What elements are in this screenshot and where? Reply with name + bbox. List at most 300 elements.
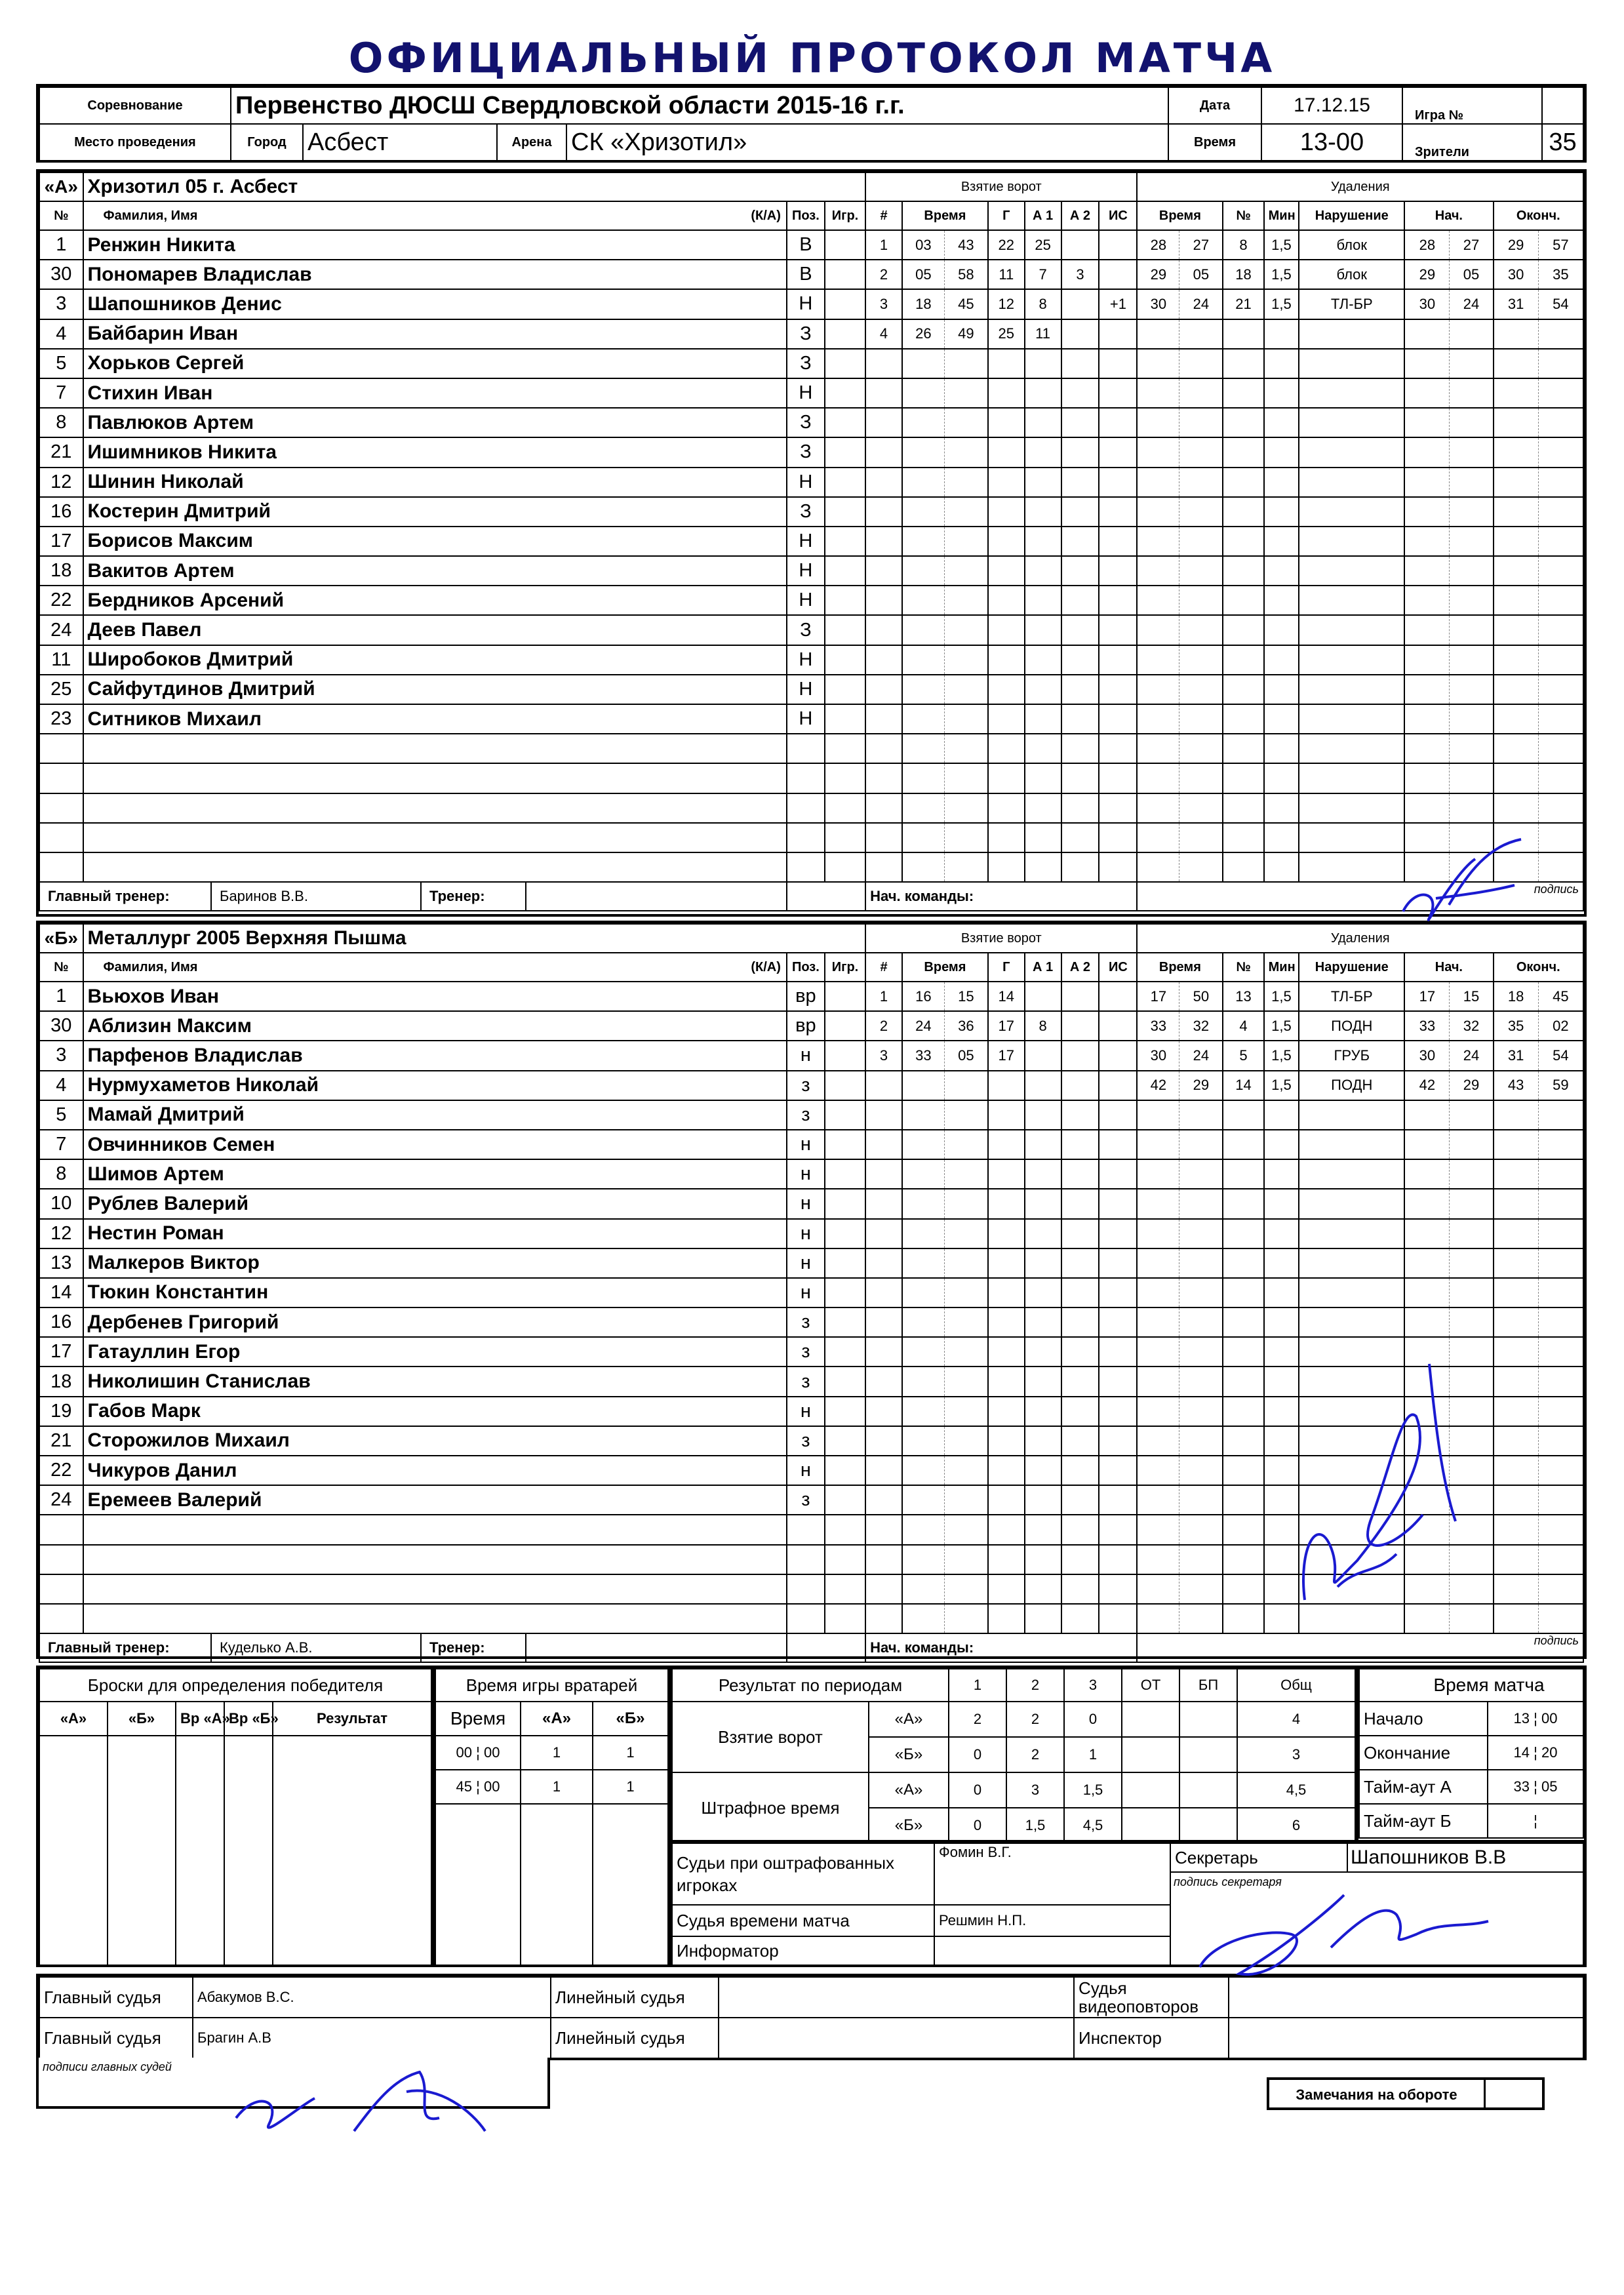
player-number: 5	[39, 1100, 83, 1130]
team-b-row	[39, 1456, 1583, 1485]
col-pos: Поз.	[787, 953, 825, 982]
head-referee2-value: Брагин А.В	[193, 2018, 551, 2058]
periods-pen_a-5: 4,5	[1237, 1772, 1355, 1808]
goal-number: 3	[865, 289, 902, 319]
team-a-row	[39, 586, 1583, 615]
team-b-row	[39, 1515, 1583, 1544]
col-name	[83, 201, 787, 230]
player-position: з	[787, 1071, 825, 1100]
team-b-head-coach-value: Куделько А.В.	[212, 1634, 422, 1662]
pen-player: 21	[1223, 289, 1263, 319]
player-position: З	[787, 349, 825, 378]
col-pos: Поз.	[787, 201, 825, 230]
col-pen-time: Время	[1137, 201, 1223, 230]
goalie-row1-b: 1	[593, 1736, 668, 1770]
pen-end-sec: 59	[1538, 1071, 1583, 1100]
pen-start-min: 33	[1404, 1011, 1450, 1041]
pen-foul: ТЛ-БР	[1299, 982, 1404, 1011]
periods-goals_a-5: 4	[1237, 1702, 1355, 1737]
goalie-row1-min: 00	[456, 1744, 473, 1761]
team-a-row	[39, 556, 1583, 586]
shootout-gka: Вр «А»	[176, 1702, 224, 1736]
team-b-row	[39, 1278, 1583, 1307]
periods-block	[669, 1666, 1358, 1843]
team-a-captain-label: Нач. команды:	[865, 882, 1137, 911]
start-min: 00	[1541, 1710, 1558, 1726]
goal-sec: 58	[944, 260, 988, 289]
player-position: вр	[787, 1011, 825, 1041]
team-b-row	[39, 1189, 1583, 1218]
player-number: 4	[39, 1071, 83, 1100]
player-number: 30	[39, 1011, 83, 1041]
pen-start-sec: 27	[1450, 230, 1494, 260]
player-name: Вакитов Артем	[83, 556, 787, 586]
periods-goals_b-4	[1179, 1737, 1237, 1772]
player-position: н	[787, 1219, 825, 1248]
pen-start-min: 30	[1404, 289, 1450, 319]
goalie-row2-min: 45	[456, 1778, 473, 1795]
player-name: Пономарев Владислав	[83, 260, 787, 289]
venue-label: Место проведения	[39, 124, 231, 161]
team-b-row	[39, 1485, 1583, 1515]
goal-situation	[1099, 319, 1137, 349]
player-name: Дербенев Григорий	[83, 1307, 787, 1337]
goal-assist1: 7	[1025, 260, 1061, 289]
goalie-row2-sec: 00	[483, 1778, 500, 1795]
referee-signatures-block	[36, 2058, 550, 2109]
player-position: З	[787, 437, 825, 467]
team-a-row	[39, 497, 1583, 527]
player-position: н	[787, 1189, 825, 1218]
pen-end-sec: 02	[1538, 1011, 1583, 1041]
player-number: 16	[39, 1307, 83, 1337]
pen-sec: 29	[1179, 1071, 1223, 1100]
team-a-row	[39, 823, 1583, 852]
player-number: 4	[39, 319, 83, 349]
time-label: Время	[1168, 124, 1261, 161]
player-position: н	[787, 1278, 825, 1307]
end-hour: 14	[1513, 1744, 1530, 1761]
player-number: 12	[39, 468, 83, 497]
remarks-box	[1267, 2077, 1545, 2110]
player-number: 10	[39, 1189, 83, 1218]
goal-assist2	[1061, 1041, 1099, 1070]
player-number: 8	[39, 1159, 83, 1189]
player-number: 24	[39, 1485, 83, 1515]
player-name: Еремеев Валерий	[83, 1485, 787, 1515]
box-judges-value: Фомин В.Г.	[934, 1843, 1170, 1905]
player-position: В	[787, 230, 825, 260]
team-a-head-coach-label: Главный тренер:	[40, 883, 212, 910]
referee-sig-label: подписи главных судей	[43, 2060, 172, 2073]
start-label: Начало	[1359, 1702, 1488, 1736]
player-position: Н	[787, 289, 825, 319]
head-referee2-label: Главный судья	[39, 2018, 193, 2058]
periods-team-a: «А»	[869, 1772, 949, 1808]
pen-min: 28	[1137, 230, 1179, 260]
goal-assist2	[1061, 230, 1099, 260]
col-end: Оконч.	[1494, 953, 1584, 982]
player-position: З	[787, 615, 825, 645]
player-name: Тюкин Константин	[83, 1278, 787, 1307]
team-b-row	[39, 1159, 1583, 1189]
pen-minutes: 1,5	[1264, 982, 1299, 1011]
team-b-penalties-title: Удаления	[1137, 924, 1583, 953]
player-number: 1	[39, 982, 83, 1011]
period-col-1: 1	[949, 1669, 1006, 1702]
periods-pen_b-0: 0	[949, 1808, 1006, 1843]
pen-min: 17	[1137, 982, 1179, 1011]
team-b-row	[39, 1545, 1583, 1574]
date-label: Дата	[1168, 87, 1261, 124]
player-position: з	[787, 1367, 825, 1396]
pen-minutes: 1,5	[1264, 1071, 1299, 1100]
match-time-title: Время матча	[1359, 1669, 1583, 1702]
goal-scorer: 11	[988, 260, 1025, 289]
goal-assist1: 11	[1025, 319, 1061, 349]
goalie-row2-b: 1	[593, 1770, 668, 1804]
goal-scorer: 14	[988, 982, 1025, 1011]
pen-end-min: 18	[1494, 982, 1539, 1011]
col-goal-time: Время	[902, 201, 988, 230]
team-a-row	[39, 645, 1583, 675]
player-name: Малкеров Виктор	[83, 1248, 787, 1278]
team-b-name: Металлург 2005 Верхняя Пышма	[83, 924, 866, 953]
player-number: 12	[39, 1219, 83, 1248]
player-position: н	[787, 1397, 825, 1426]
time-value: 13-00	[1261, 124, 1402, 161]
periods-team-b: «Б»	[869, 1737, 949, 1772]
team-b-row	[39, 1426, 1583, 1456]
pen-player: 13	[1223, 982, 1263, 1011]
game-value	[1542, 87, 1583, 124]
pen-start-sec: 32	[1450, 1011, 1494, 1041]
shootout-a: «А»	[39, 1702, 108, 1736]
pen-start-min: 42	[1404, 1071, 1450, 1100]
player-position: З	[787, 408, 825, 437]
goal-sec: 43	[944, 230, 988, 260]
goal-scorer: 22	[988, 230, 1025, 260]
player-position: В	[787, 260, 825, 289]
pen-start-sec: 24	[1450, 1041, 1494, 1070]
inspector-label: Инспектор	[1074, 2018, 1229, 2058]
player-number: 7	[39, 378, 83, 408]
player-number: 3	[39, 1041, 83, 1070]
col-goal-num: #	[865, 953, 902, 982]
team-a-block	[36, 169, 1587, 917]
col-a1: А 1	[1025, 201, 1061, 230]
spectators-label: Зрители	[1402, 124, 1542, 161]
player-position: Н	[787, 556, 825, 586]
periods-goals_b-5: 3	[1237, 1737, 1355, 1772]
team-b-row	[39, 1011, 1583, 1041]
player-name: Ренжин Никита	[83, 230, 787, 260]
player-number: 21	[39, 1426, 83, 1456]
col-ka: (К/А)	[751, 959, 781, 974]
pen-start-sec: 29	[1450, 1071, 1494, 1100]
player-number: 18	[39, 556, 83, 586]
col-goal-num: #	[865, 201, 902, 230]
team-b-row	[39, 1071, 1583, 1100]
goal-scorer: 25	[988, 319, 1025, 349]
pen-minutes: 1,5	[1264, 260, 1299, 289]
secretary-label: Секретарь	[1171, 1844, 1348, 1871]
timekeeper-label: Судья времени матча	[672, 1905, 934, 1936]
period-col-2: 2	[1006, 1669, 1064, 1702]
player-name: Парфенов Владислав	[83, 1041, 787, 1070]
player-name: Аблизин Максим	[83, 1011, 787, 1041]
player-position: з	[787, 1426, 825, 1456]
player-number: 22	[39, 1456, 83, 1485]
col-name-label: Фамилия, Имя	[103, 208, 198, 223]
team-b-row	[39, 1397, 1583, 1426]
pen-end-min: 31	[1494, 1041, 1539, 1070]
player-number: 18	[39, 1367, 83, 1396]
period-col-bp: БП	[1179, 1669, 1237, 1702]
pen-end-sec: 54	[1538, 1041, 1583, 1070]
periods-goals_b-1: 2	[1006, 1737, 1064, 1772]
game-label: Игра №	[1402, 87, 1542, 124]
pen-start-sec: 15	[1450, 982, 1494, 1011]
secretary-value: Шапошников В.В	[1351, 1846, 1507, 1868]
periods-pen_a-0: 0	[949, 1772, 1006, 1808]
periods-pen_a-3	[1122, 1772, 1179, 1808]
pen-player: 4	[1223, 1011, 1263, 1041]
goal-number: 2	[865, 260, 902, 289]
player-position: н	[787, 1130, 825, 1159]
shootout-block	[36, 1666, 435, 1967]
periods-pen_b-5: 6	[1237, 1808, 1355, 1843]
video-referee-label: Судья видеоповторов	[1074, 1977, 1229, 2018]
periods-team-a: «А»	[869, 1702, 949, 1737]
pen-end-min: 43	[1494, 1071, 1539, 1100]
periods-goals_b-0: 0	[949, 1737, 1006, 1772]
periods-pen_b-4	[1179, 1808, 1237, 1843]
player-number: 3	[39, 289, 83, 319]
col-goal-time: Время	[902, 953, 988, 982]
goalies-block: Время игры вратарей Время «А» «Б» 00 ¦ 00 1 1 45 ¦ 00 1 1	[432, 1666, 671, 1967]
competition-label: Соревнование	[39, 87, 231, 124]
periods-goals_a-1: 2	[1006, 1702, 1064, 1737]
goal-scorer: 12	[988, 289, 1025, 319]
goal-number: 1	[865, 982, 902, 1011]
player-name: Костерин Дмитрий	[83, 497, 787, 527]
pen-end-min: 35	[1494, 1011, 1539, 1041]
shootout-b: «Б»	[108, 1702, 176, 1736]
team-b-block	[36, 921, 1587, 1659]
team-b-goals-title: Взятие ворот	[865, 924, 1137, 953]
goal-assist2	[1061, 1011, 1099, 1041]
player-number: 22	[39, 586, 83, 615]
pen-start-min: 30	[1404, 1041, 1450, 1070]
arena-label: Арена	[497, 124, 566, 161]
col-pen-num: №	[1223, 201, 1263, 230]
col-foul: Нарушение	[1299, 201, 1404, 230]
goalies-b: «Б»	[593, 1702, 668, 1736]
player-name: Павлюков Артем	[83, 408, 787, 437]
goal-scorer: 17	[988, 1041, 1025, 1070]
goal-sec: 15	[944, 982, 988, 1011]
pen-player: 18	[1223, 260, 1263, 289]
periods-pen_a-2: 1,5	[1064, 1772, 1122, 1808]
player-name: Нурмухаметов Николай	[83, 1071, 787, 1100]
team-a-row	[39, 763, 1583, 793]
period-col-3: 3	[1064, 1669, 1122, 1702]
pen-sec: 24	[1179, 1041, 1223, 1070]
team-b-row	[39, 1574, 1583, 1604]
goal-situation	[1099, 230, 1137, 260]
periods-title: Результат по периодам	[672, 1669, 949, 1702]
pen-foul: блок	[1299, 230, 1404, 260]
pen-end-sec: 54	[1538, 289, 1583, 319]
player-name: Нестин Роман	[83, 1219, 787, 1248]
team-b-row	[39, 1604, 1583, 1633]
col-pen-time: Время	[1137, 953, 1223, 982]
player-name: Байбарин Иван	[83, 319, 787, 349]
head-referee1-label: Главный судья	[39, 1977, 193, 2018]
goal-situation	[1099, 260, 1137, 289]
player-position: з	[787, 1307, 825, 1337]
timeout-a-min: 33	[1513, 1778, 1530, 1795]
end-label: Окончание	[1359, 1736, 1488, 1770]
shootout-title: Броски для определения победителя	[39, 1669, 431, 1702]
goal-scorer: 17	[988, 1011, 1025, 1041]
team-a-row	[39, 289, 1583, 319]
player-position: н	[787, 1248, 825, 1278]
team-a-row	[39, 527, 1583, 556]
player-number: 23	[39, 704, 83, 734]
player-name: Ишимников Никита	[83, 437, 787, 467]
col-end: Оконч.	[1494, 201, 1584, 230]
player-name: Рублев Валерий	[83, 1189, 787, 1218]
pen-sec: 50	[1179, 982, 1223, 1011]
team-b-row	[39, 1100, 1583, 1130]
team-b-tag: «Б»	[39, 924, 83, 953]
remarks-label: Замечания на обороте	[1269, 2080, 1486, 2107]
col-start: Нач.	[1404, 953, 1493, 982]
player-position: з	[787, 1485, 825, 1515]
col-num: №	[39, 953, 83, 982]
player-name: Вьюхов Иван	[83, 982, 787, 1011]
goal-min: 18	[902, 289, 944, 319]
pen-min: 33	[1137, 1011, 1179, 1041]
player-name: Широбоков Дмитрий	[83, 645, 787, 675]
player-name: Ситников Михаил	[83, 704, 787, 734]
team-b-row	[39, 1248, 1583, 1278]
col-num: №	[39, 201, 83, 230]
col-is: ИС	[1099, 953, 1137, 982]
goal-situation	[1099, 1011, 1137, 1041]
pen-foul: блок	[1299, 260, 1404, 289]
referees-block	[36, 1974, 1587, 2060]
spectators-value: 35	[1542, 124, 1583, 161]
team-a-row	[39, 793, 1583, 823]
line-referee2-label: Линейный судья	[551, 2018, 719, 2058]
col-start: Нач.	[1404, 201, 1493, 230]
team-a-row	[39, 408, 1583, 437]
periods-pen_b-2: 4,5	[1064, 1808, 1122, 1843]
goalie-row1-a: 1	[521, 1736, 593, 1770]
pen-end-min: 31	[1494, 289, 1539, 319]
player-number: 7	[39, 1130, 83, 1159]
periods-pen_a-1: 3	[1006, 1772, 1064, 1808]
pen-player: 14	[1223, 1071, 1263, 1100]
periods-goals_a-2: 0	[1064, 1702, 1122, 1737]
periods-pen-label: Штрафное время	[672, 1772, 869, 1843]
pen-min: 42	[1137, 1071, 1179, 1100]
team-b-row	[39, 1130, 1583, 1159]
shootout-result: Результат	[273, 1702, 431, 1736]
player-number: 24	[39, 615, 83, 645]
team-a-row	[39, 230, 1583, 260]
player-number: 8	[39, 408, 83, 437]
informer-value	[934, 1936, 1170, 1965]
pen-player: 8	[1223, 230, 1263, 260]
team-b-row	[39, 1367, 1583, 1396]
line-referee1-label: Линейный судья	[551, 1977, 719, 2018]
team-a-name: Хризотил 05 г. Асбест	[83, 172, 866, 201]
periods-pen_b-3	[1122, 1808, 1179, 1843]
player-position: З	[787, 497, 825, 527]
player-position: З	[787, 319, 825, 349]
player-name: Борисов Максим	[83, 527, 787, 556]
informer-label: Информатор	[672, 1936, 934, 1965]
goal-min: 24	[902, 1011, 944, 1041]
team-a-coach-label: Тренер:	[422, 883, 526, 910]
periods-team-b: «Б»	[869, 1808, 949, 1843]
shootout-gkb: Вр «Б»	[224, 1702, 273, 1736]
player-number: 30	[39, 260, 83, 289]
col-a2: А 2	[1061, 201, 1099, 230]
goal-assist1	[1025, 982, 1061, 1011]
pen-end-sec: 45	[1538, 982, 1583, 1011]
team-b-captain-label: Нач. команды:	[865, 1633, 1137, 1662]
player-name: Сторожилов Михаил	[83, 1426, 787, 1456]
player-position: Н	[787, 704, 825, 734]
city-label: Город	[231, 124, 303, 161]
pen-start-sec: 24	[1450, 289, 1494, 319]
col-played: Игр.	[825, 953, 865, 982]
periods-goals_b-3	[1122, 1737, 1179, 1772]
officials-block	[669, 1840, 1587, 1967]
player-name: Сайфутдинов Дмитрий	[83, 675, 787, 704]
start-hour: 13	[1513, 1710, 1530, 1726]
goalies-a: «А»	[521, 1702, 593, 1736]
player-name: Мамай Дмитрий	[83, 1100, 787, 1130]
goal-situation	[1099, 1041, 1137, 1070]
goal-sec: 45	[944, 289, 988, 319]
col-is: ИС	[1099, 201, 1137, 230]
player-position: н	[787, 1159, 825, 1189]
col-a1: А 1	[1025, 953, 1061, 982]
player-position: н	[787, 1041, 825, 1070]
col-pen-num: №	[1223, 953, 1263, 982]
pen-minutes: 1,5	[1264, 1011, 1299, 1041]
team-b-row	[39, 982, 1583, 1011]
timekeeper-value: Решмин Н.П.	[934, 1905, 1170, 1936]
goal-assist1: 8	[1025, 1011, 1061, 1041]
team-a-head-coach-value: Баринов В.В.	[212, 883, 422, 910]
goal-sec: 36	[944, 1011, 988, 1041]
timeout-b-label: Тайм-аут Б	[1359, 1804, 1488, 1838]
pen-minutes: 1,5	[1264, 1041, 1299, 1070]
goal-sec: 05	[944, 1041, 988, 1070]
player-number: 11	[39, 645, 83, 675]
goal-sec: 49	[944, 319, 988, 349]
player-position: н	[787, 1456, 825, 1485]
pen-sec: 32	[1179, 1011, 1223, 1041]
team-b-row	[39, 1219, 1583, 1248]
